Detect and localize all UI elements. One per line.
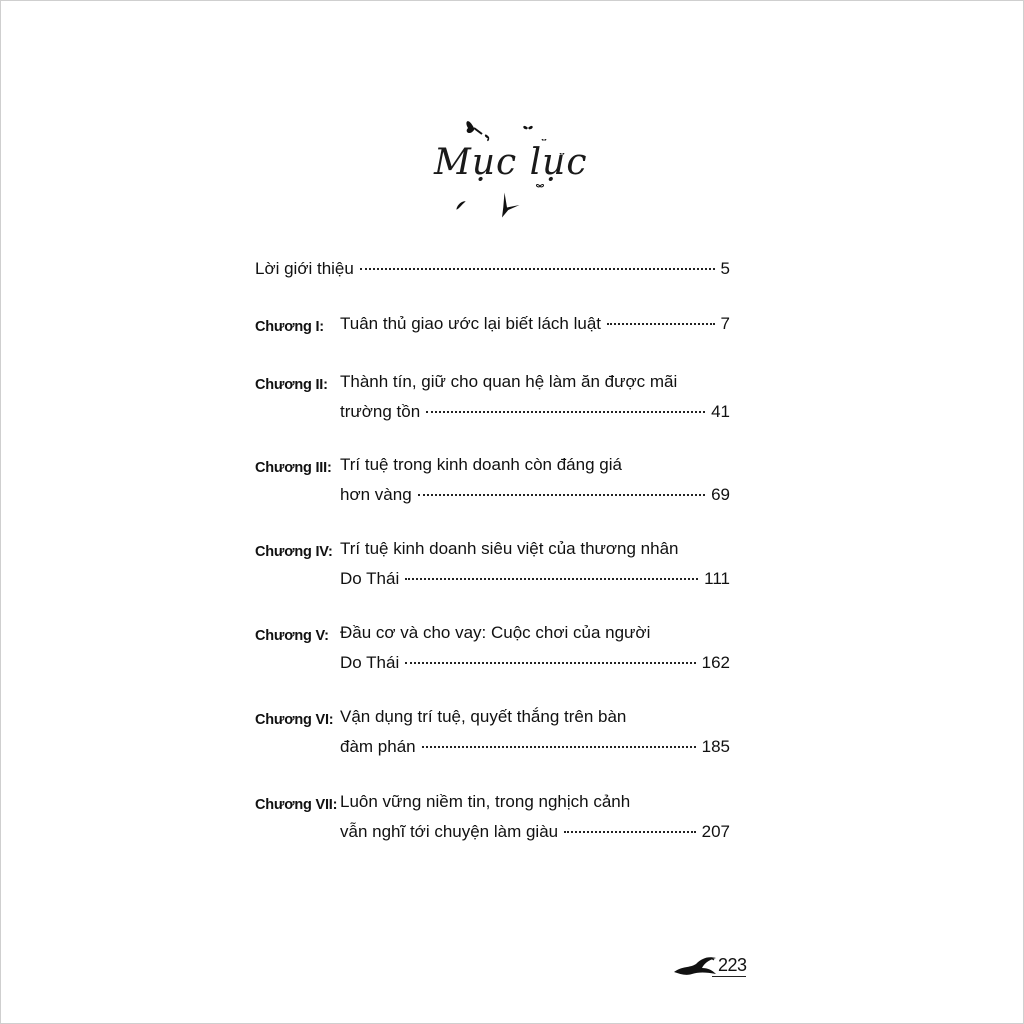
toc-entry-title: đàm phán <box>340 737 416 756</box>
chapter-label: Chương II: <box>255 377 328 393</box>
butterfly-icon <box>520 120 536 136</box>
leader-dots <box>405 662 695 664</box>
toc-entry-title: vẫn nghĩ tới chuyện làm giàu <box>340 822 559 841</box>
page-footer <box>672 952 772 982</box>
toc-entry-title: Đầu cơ và cho vay: Cuộc chơi của người <box>340 623 651 642</box>
toc-page-number: 69 <box>711 485 730 504</box>
chapter-label: Chương V: <box>255 628 329 644</box>
chapter-label: Chương VII: <box>255 797 338 813</box>
butterfly-icon <box>492 190 522 220</box>
title-block <box>420 108 590 228</box>
toc-entry-title: trường tồn <box>340 402 421 421</box>
page-number-underline <box>712 976 746 977</box>
toc-entry-title: Luôn vững niềm tin, trong nghịch cảnh <box>340 792 631 811</box>
toc-page-number: 111 <box>704 569 730 588</box>
toc-page-number: 162 <box>701 653 730 672</box>
toc-page-number: 5 <box>720 259 730 278</box>
toc-entry-title: Trí tuệ kinh doanh siêu việt của thương nhân <box>340 539 679 558</box>
toc-page-number: 185 <box>701 737 730 756</box>
toc-entry-title: Vận dụng trí tuệ, quyết thắng trên bàn <box>340 707 627 726</box>
toc-entry-title: Tuân thủ giao ước lại biết lách luật <box>340 314 601 333</box>
leader-dots <box>405 578 698 580</box>
toc-entry-title: hơn vàng <box>340 485 412 504</box>
toc-page-number: 7 <box>720 314 730 333</box>
page-number: 223 <box>718 955 747 975</box>
leader-dots <box>360 268 715 270</box>
toc-entry-title: Lời giới thiệu <box>255 259 354 278</box>
page-title: Mục lục <box>434 142 588 183</box>
leader-dots <box>426 411 705 413</box>
leader-dots <box>418 494 705 496</box>
leader-dots <box>607 323 715 325</box>
toc-entry-title: Trí tuệ trong kinh doanh còn đáng giá <box>340 455 622 474</box>
butterfly-icon <box>454 198 468 212</box>
flying-bird-icon <box>672 954 718 978</box>
chapter-label: Chương III: <box>255 460 332 476</box>
toc-page-number: 41 <box>711 402 730 421</box>
leader-dots <box>564 831 696 833</box>
toc-entry-title: Do Thái <box>340 653 400 672</box>
toc-page-number: 207 <box>701 822 730 841</box>
chapter-label: Chương I: <box>255 319 324 335</box>
chapter-label: Chương VI: <box>255 712 334 728</box>
toc-entry-title: Thành tín, giữ cho quan hệ làm ăn được mãi <box>340 372 678 391</box>
leader-dots <box>422 746 696 748</box>
chapter-label: Chương IV: <box>255 544 333 560</box>
toc-entry-title: Do Thái <box>340 569 400 588</box>
